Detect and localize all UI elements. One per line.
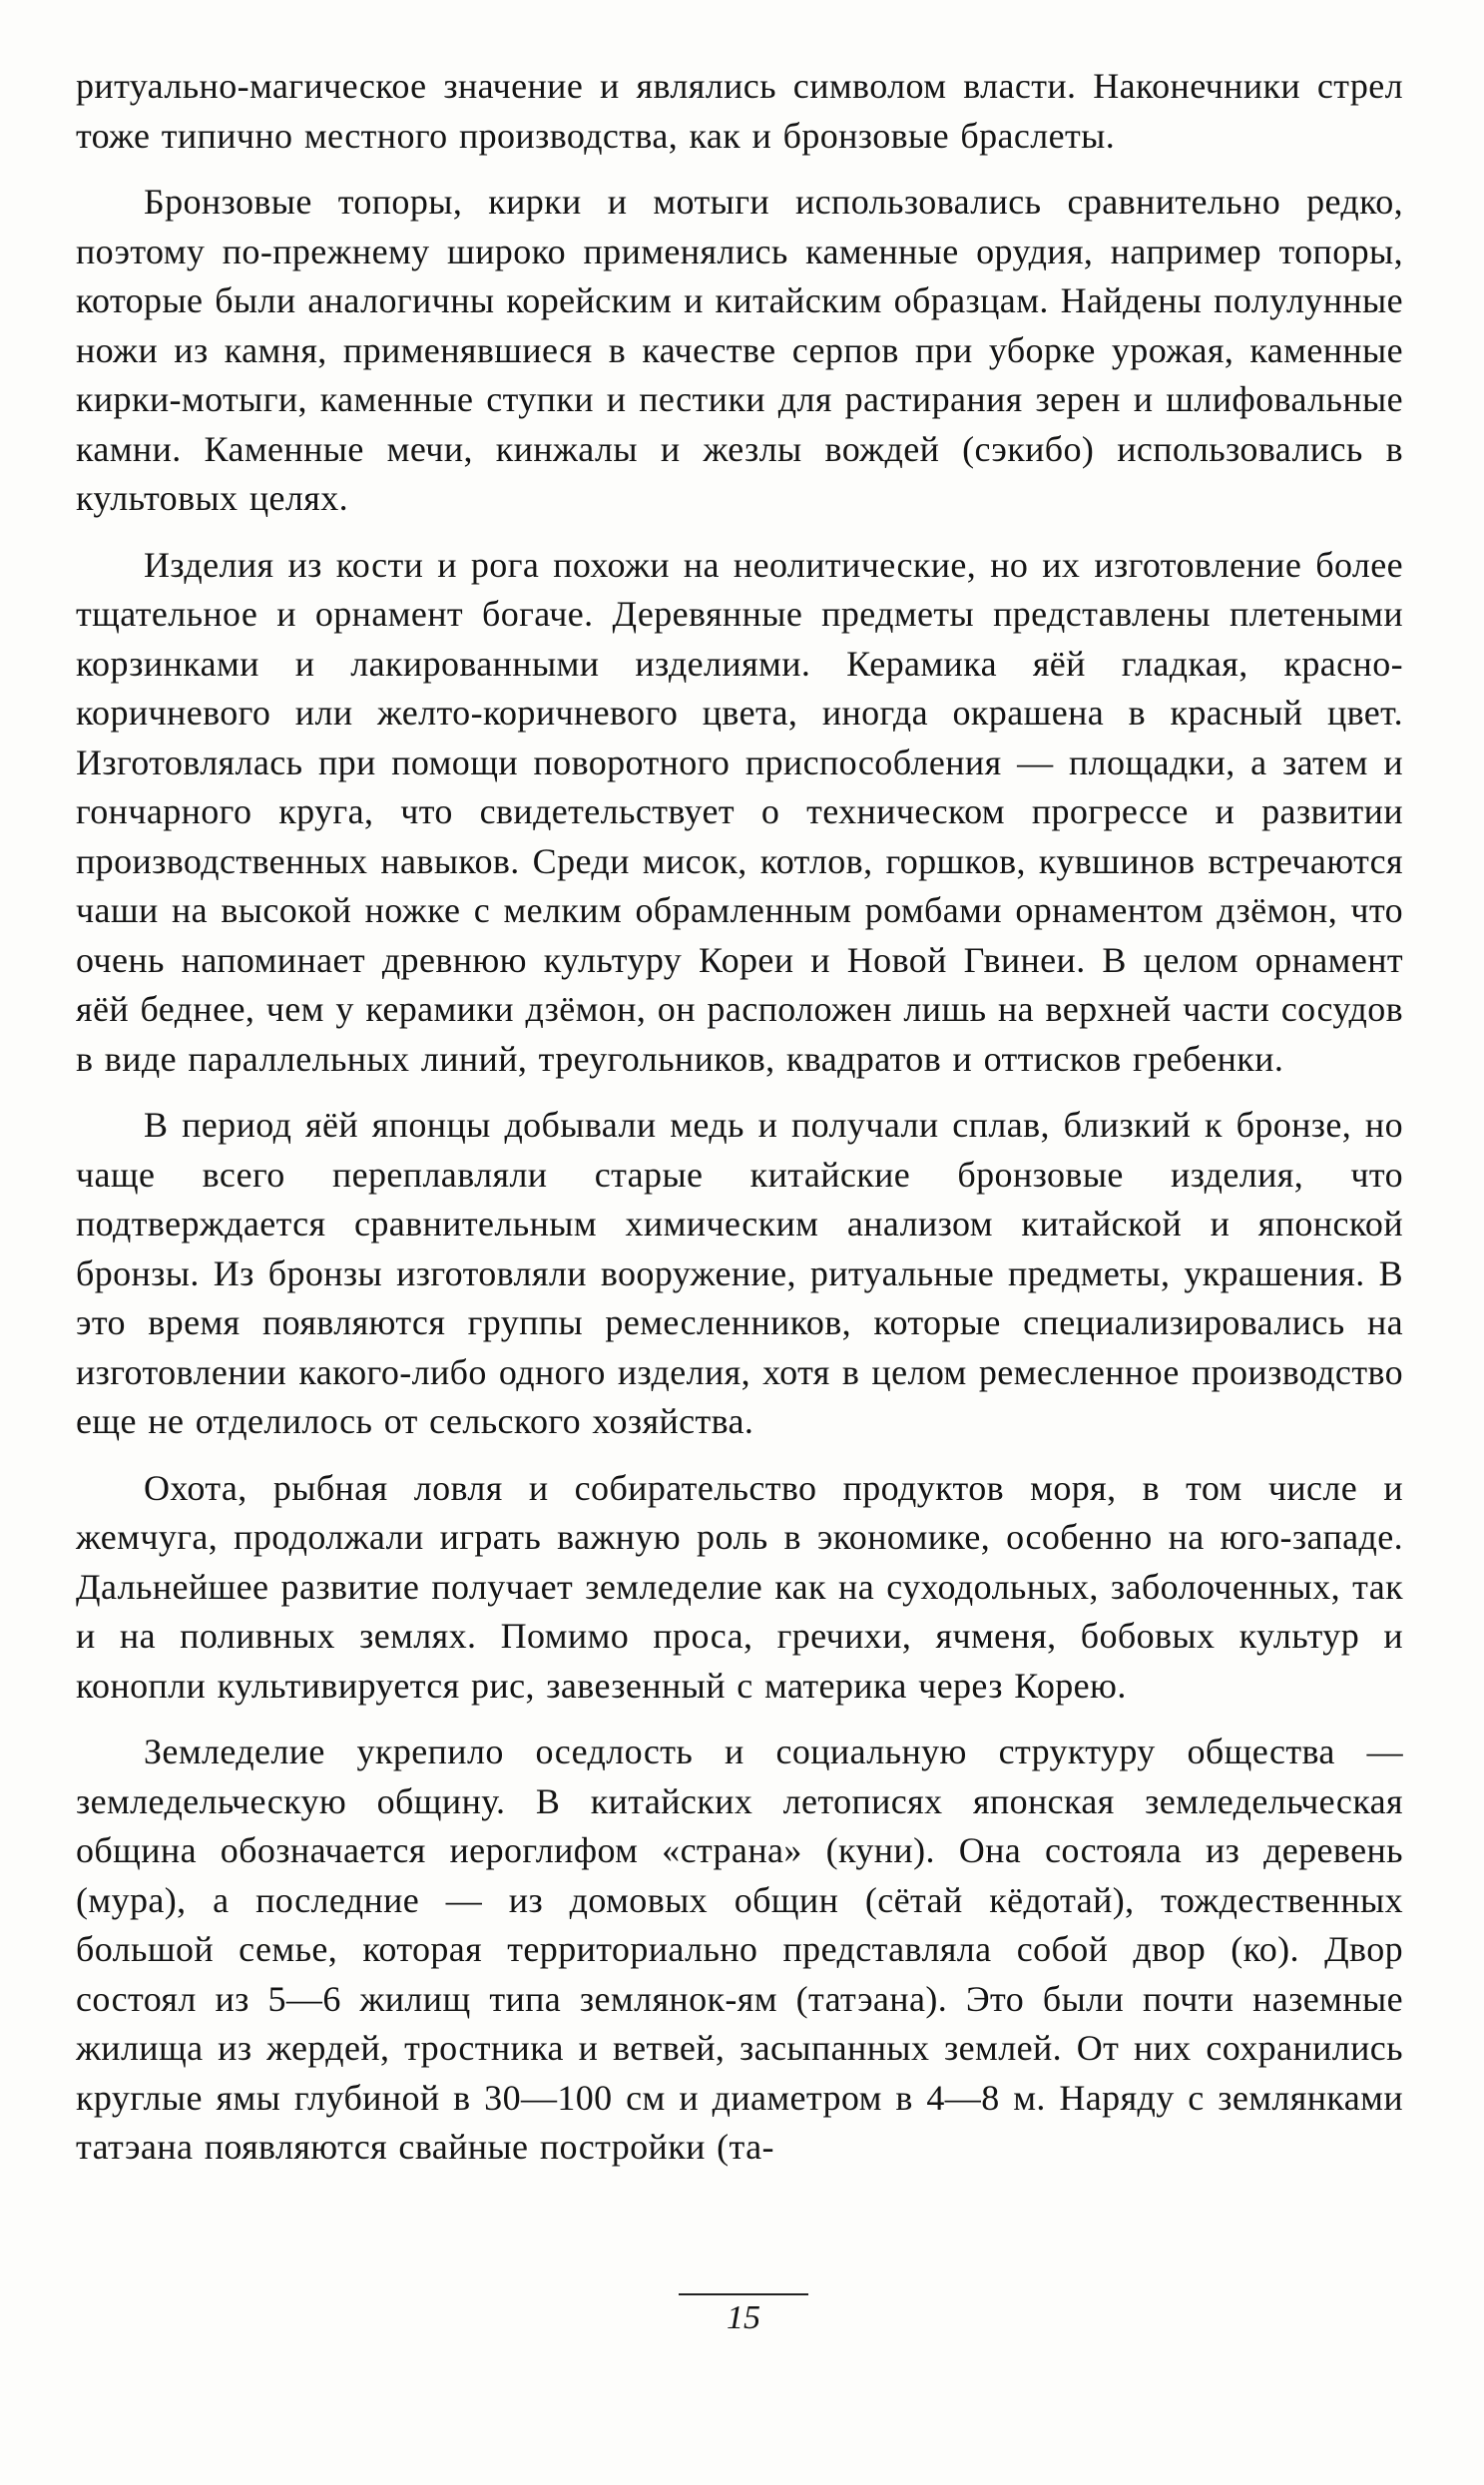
paragraph-3: Изделия из кости и рога похожи на неолитические, но их изготовление более тщательное и орнамент богаче. Деревянные предметы представлены плетеными корзинками и лакированными изделиями. Керамика яёй гладкая, красно-коричневого или желто-коричневого цвета, иногда окрашена в красный цвет. Изготовлялась при помощи поворотного приспособления — площадки, а затем и гончарного круга, что свидетельствует о техническом прогрессе и развитии производственных навыков. Среди мисок, котлов, горшков, кувшинов встречаются чаши на высокой ножке с мелким обрамленным ромбами орнаментом дзёмон, что очень напоминает древнюю культуру Кореи и Новой Гвинеи. В целом орнамент яёй беднее, чем у керамики дзёмон, он расположен лишь на верхней части сосудов в виде параллельных линий, треугольников, квадратов и оттисков гребенки. xyxy=(76,544,1403,1079)
paragraph-5: Охота, рыбная ловля и собирательство продуктов моря, в том числе и жемчуга, продолжали играть важную роль в экономике, особенно на юго-западе. Дальнейшее развитие получает земледелие как на суходольных, заболоченных, так и на поливных землях. Помимо проса, гречихи, ячменя, бобовых культур и конопли культивируется рис, завезенный с материка через Корею. xyxy=(76,1467,1403,1706)
paragraph-1: ритуально-магическое значение и являлись символом власти. Наконечники стрел тоже типично местного производства, как и бронзовые браслеты. xyxy=(76,66,1403,156)
page-number: 15 xyxy=(727,2299,760,2336)
paragraph-2: Бронзовые топоры, кирки и мотыги использовались сравнительно редко, поэтому по-прежнему широко применялись каменные орудия, например топоры, которые были аналогичны корейским и китайским образцам. Найдены полулунные ножи из камня, применявшиеся в качестве серпов при уборке урожая, каменные кирки-мотыги, каменные ступки и пестики для растирания зерен и шлифовальные камни. Каменные мечи, кинжалы и жезлы вождей (сэкибо) использовались в культовых целях. xyxy=(76,182,1403,518)
page-number-rule xyxy=(679,2293,808,2295)
paragraph-4: В период яёй японцы добывали медь и получали сплав, близкий к бронзе, но чаще всего переплавляли старые китайские бронзовые изделия, что подтверждается сравнительным химическим анализом китайской и японской бронзы. Из бронзы изготовляли вооружение, ритуальные предметы, украшения. В это время появляются группы ремесленников, которые специализировались на изготовлении какого-либо одного изделия, хотя в целом ремесленное производство еще не отделилось от сельского хозяйства. xyxy=(76,1105,1403,1441)
body-text xyxy=(76,62,1403,2190)
paragraph-6: Земледелие укрепило оседлость и социальную структуру общества — земледельческую общину. В китайских летописях японская земледельческая община обозначается иероглифом «страна» (куни). Она состояла из деревень (мура), а последние — из домовых общин (сётай кёдотай), тождественных большой семье, которая территориально представляла собой двор (ко). Двор состоял из 5—6 жилищ типа землянок-ям (татэана). Это были почти наземные жилища из жердей, тростника и ветвей, засыпанных землей. От них сохранились круглые ямы глубиной в 30—100 см и диаметром в 4—8 м. Наряду с землянками татэана появляются свайные постройки (та- xyxy=(76,1732,1403,2167)
